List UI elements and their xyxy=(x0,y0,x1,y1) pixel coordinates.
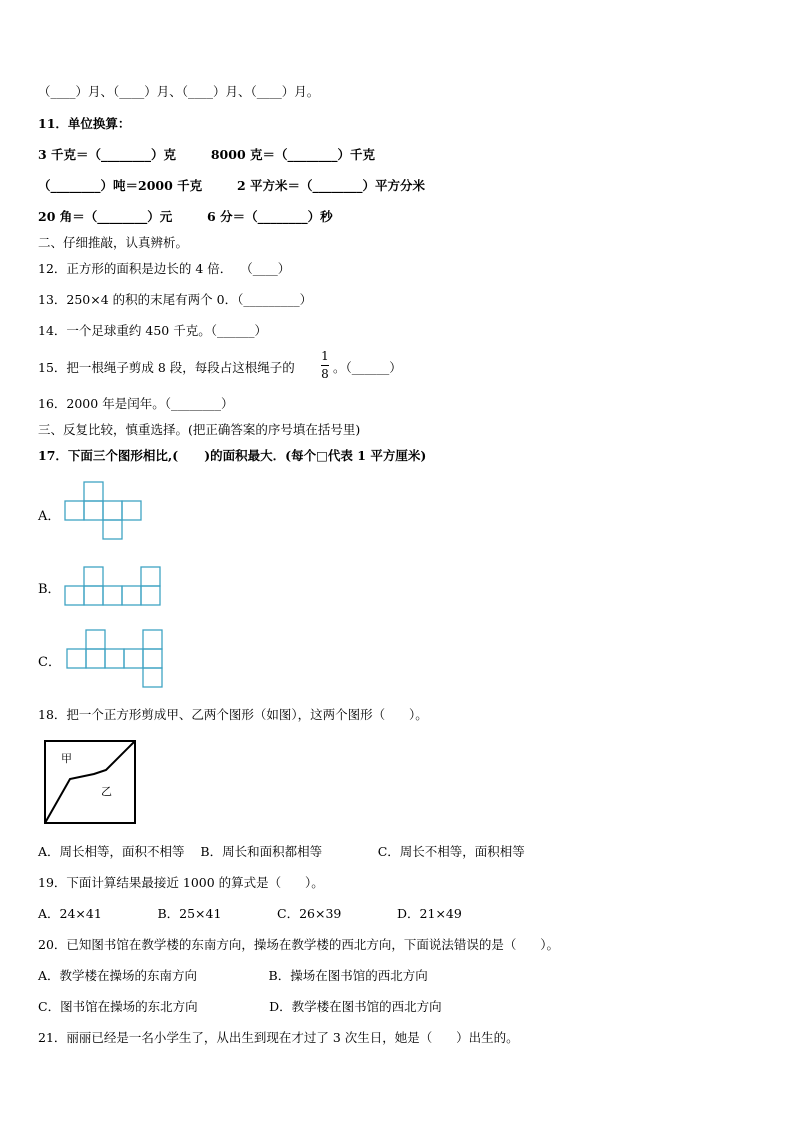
q13: 13．250×4 的积的末尾有两个 0．（_________） xyxy=(38,292,313,307)
q18-label-yi: 乙 xyxy=(101,785,112,798)
q20-options-cd: C．图书馆在操场的东北方向 D．教学楼在图书馆的西北方向 xyxy=(38,999,442,1014)
q17-figure-b xyxy=(60,564,170,608)
q18-square-diagram xyxy=(42,738,140,826)
q17-option-a-label: A． xyxy=(38,509,61,524)
q10-blanks: （____）月、（____）月、（____）月、（____）月。 xyxy=(38,84,320,99)
q17: 17．下面三个图形相比,( )的面积最大．(每个□代表 1 平方厘米) xyxy=(38,448,427,463)
q19: 19．下面计算结果最接近 1000 的算式是（ ）。 xyxy=(38,875,324,890)
q11-title: 11．单位换算： xyxy=(38,116,131,131)
section-two-heading: 二、仔细推敲，认真辨析。 xyxy=(38,235,189,250)
fraction-numerator: 1 xyxy=(321,349,329,363)
q18: 18．把一个正方形剪成甲、乙两个图形（如图），这两个图形（ ）。 xyxy=(38,707,428,722)
q15-text: 15．把一根绳子剪成 8 段，每段占这根绳子的 xyxy=(38,360,295,375)
q18-label-jia: 甲 xyxy=(61,752,72,765)
fraction-denominator: 8 xyxy=(321,367,329,381)
q12: 12．正方形的面积是边长的 4 倍． （____） xyxy=(38,261,291,276)
q18-options: A．周长相等，面积不相等 B．周长和面积都相等 C．周长不相等，面积相等 xyxy=(38,844,525,859)
q14: 14．一个足球重约 450 千克。（______） xyxy=(38,323,267,338)
q17-figure-a xyxy=(60,480,150,542)
q15-answer: 。（______） xyxy=(333,360,402,375)
section-three-heading: 三、反复比较，慎重选择。(把正确答案的序号填在括号里) xyxy=(38,422,361,437)
q17-option-b-label: B． xyxy=(38,582,61,597)
q21: 21．丽丽已经是一名小学生了，从出生到现在才过了 3 次生日，她是（ ）出生的。 xyxy=(38,1030,519,1045)
q17-figure-c xyxy=(62,627,172,691)
q11-row1: 3 千克＝（________）克 8000 克＝（________）千克 xyxy=(38,147,376,162)
q11-row2: （________）吨＝2000 千克 2 平方米＝（________）平方分米 xyxy=(38,178,426,193)
q19-options: A．24×41 B．25×41 C．26×39 D．21×49 xyxy=(38,906,462,921)
q20: 20．已知图书馆在教学楼的东南方向，操场在教学楼的西北方向，下面说法错误的是（ ）。 xyxy=(38,937,559,952)
fraction-bar xyxy=(321,365,329,366)
q11-row3: 20 角＝（________）元 6 分＝（________）秒 xyxy=(38,209,333,224)
q16: 16．2000 年是闰年。（________） xyxy=(38,396,234,411)
q17-option-c-label: C． xyxy=(38,655,61,670)
q20-options-ab: A．教学楼在操场的东南方向 B．操场在图书馆的西北方向 xyxy=(38,968,428,983)
